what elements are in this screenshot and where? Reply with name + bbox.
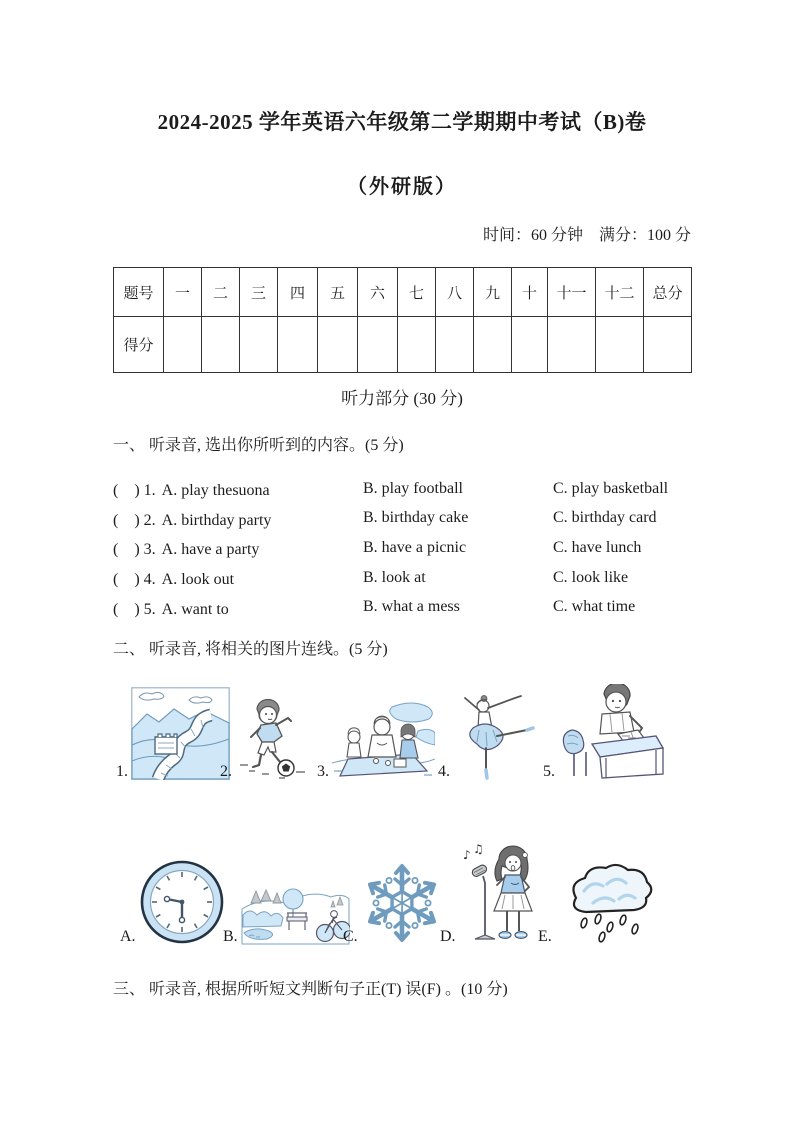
- option-row-4: [113, 563, 691, 593]
- page-subtitle: （外研版）: [347, 176, 457, 198]
- snowflake-illustration: [361, 861, 443, 945]
- option-c: C. what time: [553, 598, 636, 616]
- picture-item-c: [343, 861, 443, 945]
- picture-item-5: [543, 684, 664, 780]
- picture-item-a: [120, 859, 225, 945]
- pic-label: B.: [223, 928, 238, 945]
- option-c: C. play basketball: [553, 479, 669, 497]
- score-table-header-cell: 九: [474, 268, 512, 317]
- score-cell: [512, 317, 548, 373]
- pic-label: 3.: [317, 763, 329, 780]
- pic-label: 5.: [543, 763, 555, 780]
- score-table-header-cell: 三: [240, 268, 278, 317]
- great-wall-illustration: [131, 687, 230, 780]
- picture-item-2: [220, 699, 310, 780]
- boy-writing-at-desk-illustration: [558, 684, 664, 780]
- svg-text:♪: ♪: [462, 848, 471, 862]
- picture-item-d: [440, 843, 543, 945]
- option-b: B. look at: [363, 568, 426, 586]
- answer-blank: ( ) 2.: [113, 511, 156, 529]
- score-table-header-cell: 十二: [596, 268, 644, 317]
- score-table-header-cell: 七: [398, 268, 436, 317]
- option-b: B. birthday cake: [363, 509, 469, 527]
- option-a-text: A. play thesuona: [161, 482, 270, 500]
- option-a: [113, 566, 363, 589]
- svg-text:♫: ♫: [472, 843, 484, 856]
- option-a-text: A. look out: [161, 571, 235, 589]
- exam-time-score-info: 时间：60 分钟 满分：100 分: [482, 227, 691, 244]
- answer-blank: ( ) 4.: [113, 571, 156, 589]
- score-table-header-cell: 题号: [114, 268, 164, 317]
- score-cell: [436, 317, 474, 373]
- score-cell: [474, 317, 512, 373]
- score-table-header-cell: 十一: [548, 268, 596, 317]
- score-table-header-cell: 五: [318, 268, 358, 317]
- option-row-5: [113, 592, 691, 622]
- clock-illustration: [139, 859, 225, 945]
- option-a: [113, 536, 363, 559]
- matching-pictures-row-1: [113, 676, 691, 780]
- picture-item-3: [317, 701, 435, 780]
- page-content: [113, 0, 691, 1122]
- listening-section-title: 听力部分 (30 分): [341, 389, 463, 408]
- boy-playing-football-illustration: [235, 699, 310, 780]
- part3-heading: 三、 听录音, 根据所听短文判断句子正(T) 误(F) 。(10 分): [113, 981, 508, 998]
- score-row-label: 得分: [114, 317, 164, 373]
- score-cell: [398, 317, 436, 373]
- answer-blank: ( ) 3.: [113, 541, 156, 559]
- score-table: [113, 267, 692, 373]
- score-cell: [202, 317, 240, 373]
- option-a-text: A. have a party: [161, 541, 260, 559]
- option-b: B. what a mess: [363, 598, 460, 616]
- score-table-header-cell: 一: [164, 268, 202, 317]
- pic-label: D.: [440, 928, 456, 945]
- pic-label: E.: [538, 928, 552, 945]
- score-cell: [358, 317, 398, 373]
- score-table-header-cell: 四: [278, 268, 318, 317]
- score-table-header-cell: 十: [512, 268, 548, 317]
- option-row-3: [113, 533, 691, 563]
- score-table-header-row: [114, 268, 692, 317]
- score-table-score-row: [114, 317, 692, 373]
- picture-item-e: [538, 859, 654, 945]
- score-cell: [240, 317, 278, 373]
- ballet-dancer-illustration: [453, 690, 535, 780]
- part1-options: [113, 474, 691, 622]
- picture-item-1: [116, 687, 230, 780]
- option-c: C. have lunch: [553, 538, 642, 556]
- pic-label: 2.: [220, 763, 232, 780]
- pic-label: 4.: [438, 763, 450, 780]
- answer-blank: ( ) 1.: [113, 482, 156, 500]
- option-c: C. birthday card: [553, 509, 657, 527]
- score-table-header-cell: 六: [358, 268, 398, 317]
- girl-singing-illustration: [459, 843, 543, 945]
- option-a: [113, 477, 363, 500]
- option-row-1: [113, 474, 691, 504]
- option-row-2: [113, 504, 691, 534]
- score-cell: [278, 317, 318, 373]
- picture-item-4: [438, 690, 535, 780]
- score-table-header-cell: 八: [436, 268, 474, 317]
- pic-label: A.: [120, 928, 136, 945]
- score-cell: [596, 317, 644, 373]
- option-a: [113, 507, 363, 530]
- option-b: B. have a picnic: [363, 538, 467, 556]
- option-a-text: A. birthday party: [161, 511, 272, 529]
- score-cell: [164, 317, 202, 373]
- score-cell: [644, 317, 692, 373]
- score-table-header-cell: 总分: [644, 268, 692, 317]
- score-cell: [548, 317, 596, 373]
- family-picnic-illustration: [332, 701, 435, 780]
- score-table-header-cell: 二: [202, 268, 240, 317]
- option-a-text: A. want to: [161, 600, 229, 618]
- score-cell: [318, 317, 358, 373]
- option-a: [113, 596, 363, 619]
- pic-label: 1.: [116, 763, 128, 780]
- page-title: 2024-2025 学年英语六年级第二学期期中考试（B)卷: [157, 110, 647, 134]
- option-b: B. play football: [363, 479, 463, 497]
- pic-label: C.: [343, 928, 358, 945]
- rain-cloud-illustration: [555, 859, 654, 945]
- matching-pictures-row-2: [113, 841, 691, 945]
- picture-item-b: [223, 881, 350, 945]
- part1-heading: 一、 听录音, 选出你所听到的内容。(5 分): [113, 437, 404, 454]
- answer-blank: ( ) 5.: [113, 600, 156, 618]
- park-scene-illustration: [241, 881, 350, 945]
- option-c: C. look like: [553, 568, 629, 586]
- part2-heading: 二、 听录音, 将相关的图片连线。(5 分): [113, 641, 388, 658]
